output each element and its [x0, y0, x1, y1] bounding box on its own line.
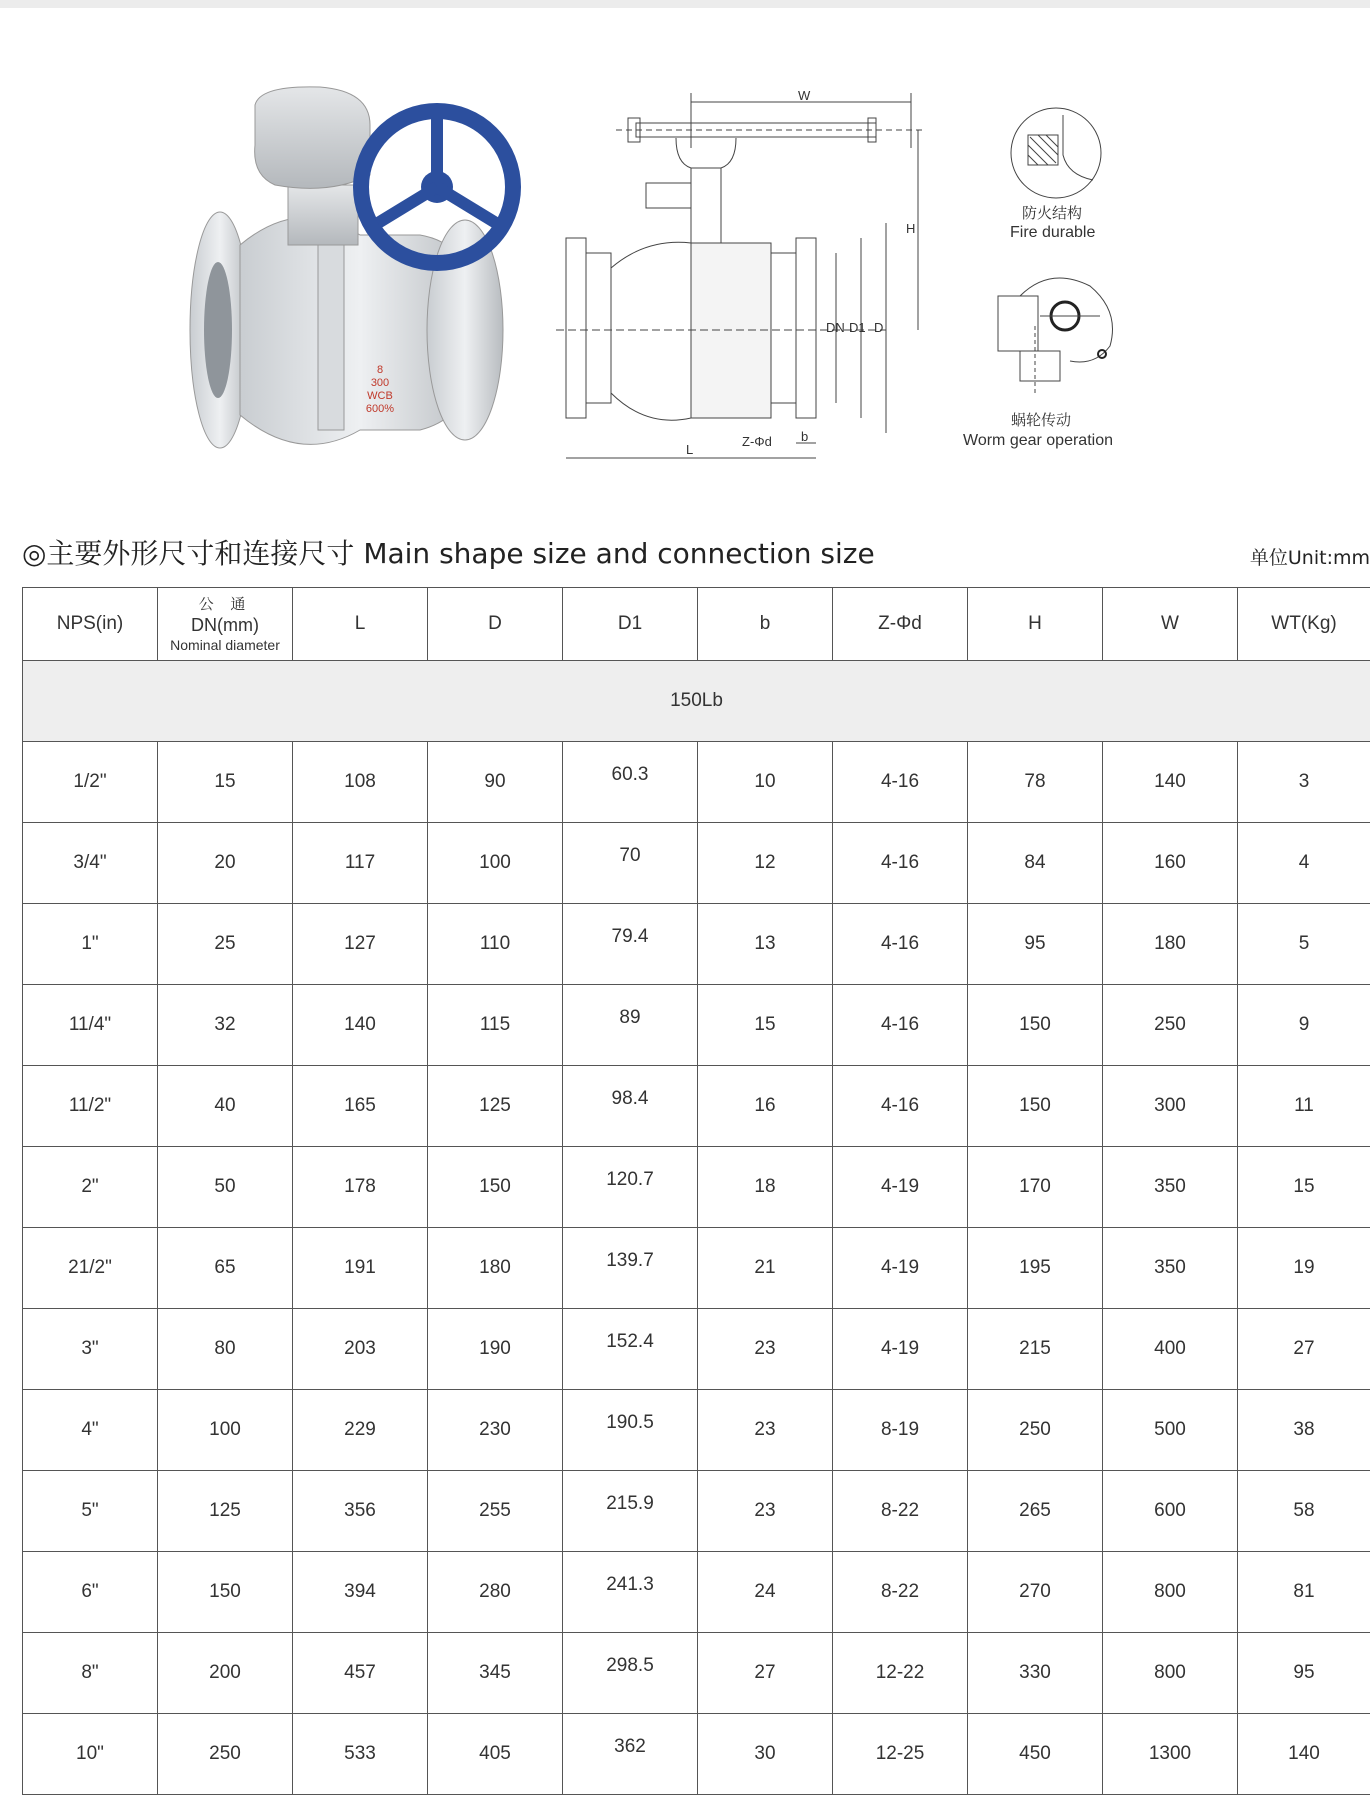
cell-d1-value: 79.4 [611, 926, 649, 947]
cell-wt: 58 [1238, 1471, 1370, 1552]
table-row [23, 1471, 1370, 1552]
cell-d1-value: 120.7 [606, 1169, 654, 1190]
valve-marking: WCB [367, 390, 393, 402]
valve-photo [180, 85, 525, 460]
cell-h: 215 [968, 1309, 1103, 1390]
cell-nps: 4" [23, 1390, 158, 1471]
cell-d: 280 [428, 1552, 563, 1633]
label-d: D [874, 320, 884, 335]
cell-w: 250 [1103, 985, 1238, 1066]
unit-label: 单位Unit:mm [1249, 547, 1370, 569]
section-heading: ◎主要外形尺寸和连接尺寸 Main shape size and connection size [22, 537, 875, 570]
cell-w: 350 [1103, 1147, 1238, 1228]
label-w: W [798, 88, 811, 103]
header-d1: D1 [563, 588, 698, 661]
table-header-row [23, 588, 1370, 661]
cell-dn: 125 [158, 1471, 293, 1552]
cell-z-phid: 12-22 [833, 1633, 968, 1714]
cell-w: 300 [1103, 1066, 1238, 1147]
dimension-table [22, 587, 1370, 1795]
cell-z-phid: 8-22 [833, 1552, 968, 1633]
table-row [23, 1147, 1370, 1228]
cell-wt: 19 [1238, 1228, 1370, 1309]
cell-h: 78 [968, 742, 1103, 823]
cell-d1 [563, 985, 698, 1066]
cell-h: 330 [968, 1633, 1103, 1714]
table-row [23, 1633, 1370, 1714]
cell-d: 345 [428, 1633, 563, 1714]
cell-l: 191 [293, 1228, 428, 1309]
cell-z-phid: 4-19 [833, 1309, 968, 1390]
top-bar [0, 0, 1370, 8]
cell-nps: 11/4" [23, 985, 158, 1066]
cell-nps: 21/2" [23, 1228, 158, 1309]
cell-dn: 250 [158, 1714, 293, 1795]
header-dn-en: DN(mm) [191, 615, 259, 635]
cell-d: 255 [428, 1471, 563, 1552]
cell-b: 12 [698, 823, 833, 904]
cell-b: 23 [698, 1390, 833, 1471]
cell-d1 [563, 823, 698, 904]
cell-nps: 5" [23, 1471, 158, 1552]
cell-l: 394 [293, 1552, 428, 1633]
cell-l: 203 [293, 1309, 428, 1390]
cell-dn: 50 [158, 1147, 293, 1228]
cell-z-phid: 8-22 [833, 1471, 968, 1552]
cell-d1-value: 60.3 [611, 764, 649, 785]
cell-wt: 15 [1238, 1147, 1370, 1228]
cell-nps: 1/2" [23, 742, 158, 823]
cell-d1-value: 98.4 [611, 1088, 649, 1109]
header-b: b [698, 588, 833, 661]
valve-marking: 600% [365, 403, 395, 415]
fire-durable-caption-cn: 防火结构 [1022, 204, 1083, 222]
pressure-class-label: 150Lb [23, 661, 1370, 742]
cell-wt: 81 [1238, 1552, 1370, 1633]
cell-z-phid: 12-25 [833, 1714, 968, 1795]
cell-d1-value: 190.5 [606, 1412, 654, 1433]
cell-w: 800 [1103, 1552, 1238, 1633]
cell-nps: 11/2" [23, 1066, 158, 1147]
cell-d1 [563, 1309, 698, 1390]
header-dn-cn: 公 通 [198, 595, 252, 613]
label-z-phid: Z-Φd [742, 434, 772, 449]
cell-wt: 140 [1238, 1714, 1370, 1795]
cell-h: 450 [968, 1714, 1103, 1795]
cell-nps: 1" [23, 904, 158, 985]
cell-w: 400 [1103, 1309, 1238, 1390]
cell-dn: 40 [158, 1066, 293, 1147]
cell-b: 15 [698, 985, 833, 1066]
cell-d1-value: 298.5 [606, 1655, 654, 1676]
cell-wt: 95 [1238, 1633, 1370, 1714]
header-d: D [428, 588, 563, 661]
table-row [23, 823, 1370, 904]
cell-d: 230 [428, 1390, 563, 1471]
cell-l: 127 [293, 904, 428, 985]
label-h: H [906, 221, 916, 236]
table-row [23, 985, 1370, 1066]
cell-d1 [563, 1228, 698, 1309]
dimension-drawing [556, 88, 936, 466]
cell-w: 180 [1103, 904, 1238, 985]
header-l: L [293, 588, 428, 661]
cell-w: 350 [1103, 1228, 1238, 1309]
cell-l: 165 [293, 1066, 428, 1147]
cell-d: 125 [428, 1066, 563, 1147]
cell-b: 23 [698, 1471, 833, 1552]
cell-z-phid: 4-16 [833, 742, 968, 823]
cell-l: 178 [293, 1147, 428, 1228]
cell-l: 140 [293, 985, 428, 1066]
label-d1: D1 [849, 320, 866, 335]
cell-dn: 80 [158, 1309, 293, 1390]
cell-l: 229 [293, 1390, 428, 1471]
fire-durable-detail [1008, 105, 1104, 201]
table-row [23, 1066, 1370, 1147]
cell-wt: 3 [1238, 742, 1370, 823]
cell-h: 150 [968, 985, 1103, 1066]
cell-wt: 38 [1238, 1390, 1370, 1471]
cell-dn: 25 [158, 904, 293, 985]
cell-b: 16 [698, 1066, 833, 1147]
cell-d1-value: 89 [619, 1007, 641, 1028]
cell-d: 110 [428, 904, 563, 985]
header-wt: WT(Kg) [1238, 588, 1370, 661]
cell-l: 457 [293, 1633, 428, 1714]
cell-d1 [563, 1390, 698, 1471]
cell-l: 108 [293, 742, 428, 823]
cell-wt: 4 [1238, 823, 1370, 904]
cell-z-phid: 4-16 [833, 985, 968, 1066]
table-row [23, 1714, 1370, 1795]
cell-dn: 100 [158, 1390, 293, 1471]
cell-d: 115 [428, 985, 563, 1066]
worm-gear-detail [990, 266, 1125, 401]
cell-dn: 32 [158, 985, 293, 1066]
cell-nps: 6" [23, 1552, 158, 1633]
label-b: b [801, 429, 809, 444]
cell-b: 18 [698, 1147, 833, 1228]
table-row [23, 742, 1370, 823]
cell-d1 [563, 1471, 698, 1552]
label-dn: DN [826, 320, 845, 335]
cell-b: 27 [698, 1633, 833, 1714]
cell-h: 195 [968, 1228, 1103, 1309]
cell-l: 356 [293, 1471, 428, 1552]
header-dn-sub: Nominal diameter [170, 637, 280, 653]
cell-h: 95 [968, 904, 1103, 985]
header-z-phid: Z-Φd [833, 588, 968, 661]
cell-dn: 150 [158, 1552, 293, 1633]
cell-nps: 10" [23, 1714, 158, 1795]
cell-dn: 15 [158, 742, 293, 823]
table-row [23, 1309, 1370, 1390]
cell-b: 13 [698, 904, 833, 985]
cell-wt: 5 [1238, 904, 1370, 985]
cell-d1-value: 152.4 [606, 1331, 654, 1352]
cell-b: 23 [698, 1309, 833, 1390]
cell-w: 160 [1103, 823, 1238, 904]
cell-l: 533 [293, 1714, 428, 1795]
worm-gear-caption-en: Worm gear operation [963, 432, 1113, 449]
cell-d: 405 [428, 1714, 563, 1795]
cell-h: 265 [968, 1471, 1103, 1552]
cell-d1-value: 215.9 [606, 1493, 654, 1514]
cell-dn: 20 [158, 823, 293, 904]
cell-l: 117 [293, 823, 428, 904]
fire-durable-caption-en: Fire durable [1010, 224, 1096, 241]
table-row [23, 1552, 1370, 1633]
cell-b: 24 [698, 1552, 833, 1633]
cell-wt: 9 [1238, 985, 1370, 1066]
cell-d1 [563, 1714, 698, 1795]
cell-wt: 11 [1238, 1066, 1370, 1147]
cell-d1 [563, 1066, 698, 1147]
cell-z-phid: 4-16 [833, 1066, 968, 1147]
cell-h: 84 [968, 823, 1103, 904]
header-h: H [968, 588, 1103, 661]
cell-d1 [563, 904, 698, 985]
cell-h: 250 [968, 1390, 1103, 1471]
header-dn [158, 588, 293, 661]
cell-z-phid: 4-16 [833, 823, 968, 904]
cell-h: 170 [968, 1147, 1103, 1228]
cell-dn: 65 [158, 1228, 293, 1309]
cell-w: 500 [1103, 1390, 1238, 1471]
cell-nps: 2" [23, 1147, 158, 1228]
cell-d: 150 [428, 1147, 563, 1228]
header-nps: NPS(in) [23, 588, 158, 661]
table-row [23, 1228, 1370, 1309]
cell-d1 [563, 742, 698, 823]
worm-gear-caption-cn: 蜗轮传动 [1011, 411, 1072, 429]
cell-nps: 3" [23, 1309, 158, 1390]
cell-nps: 3/4" [23, 823, 158, 904]
header-w: W [1103, 588, 1238, 661]
cell-d1 [563, 1147, 698, 1228]
cell-w: 140 [1103, 742, 1238, 823]
cell-w: 600 [1103, 1471, 1238, 1552]
cell-d: 90 [428, 742, 563, 823]
cell-w: 800 [1103, 1633, 1238, 1714]
cell-d1-value: 70 [619, 845, 641, 866]
cell-d: 180 [428, 1228, 563, 1309]
cell-z-phid: 8-19 [833, 1390, 968, 1471]
cell-d: 190 [428, 1309, 563, 1390]
valve-marking: 300 [370, 377, 390, 389]
cell-h: 270 [968, 1552, 1103, 1633]
cell-z-phid: 4-19 [833, 1228, 968, 1309]
cell-h: 150 [968, 1066, 1103, 1147]
cell-dn: 200 [158, 1633, 293, 1714]
table-row [23, 1390, 1370, 1471]
cell-nps: 8" [23, 1633, 158, 1714]
cell-b: 10 [698, 742, 833, 823]
cell-wt: 27 [1238, 1309, 1370, 1390]
cell-d1 [563, 1552, 698, 1633]
table-row [23, 904, 1370, 985]
cell-d: 100 [428, 823, 563, 904]
cell-b: 21 [698, 1228, 833, 1309]
cell-d1-value: 362 [614, 1736, 646, 1757]
cell-d1-value: 139.7 [606, 1250, 654, 1271]
cell-d1-value: 241.3 [606, 1574, 654, 1595]
cell-d1 [563, 1633, 698, 1714]
pressure-class-row [23, 661, 1370, 742]
valve-marking: 8 [376, 364, 384, 376]
cell-z-phid: 4-16 [833, 904, 968, 985]
cell-b: 30 [698, 1714, 833, 1795]
cell-z-phid: 4-19 [833, 1147, 968, 1228]
label-l: L [686, 442, 694, 457]
cell-w: 1300 [1103, 1714, 1238, 1795]
